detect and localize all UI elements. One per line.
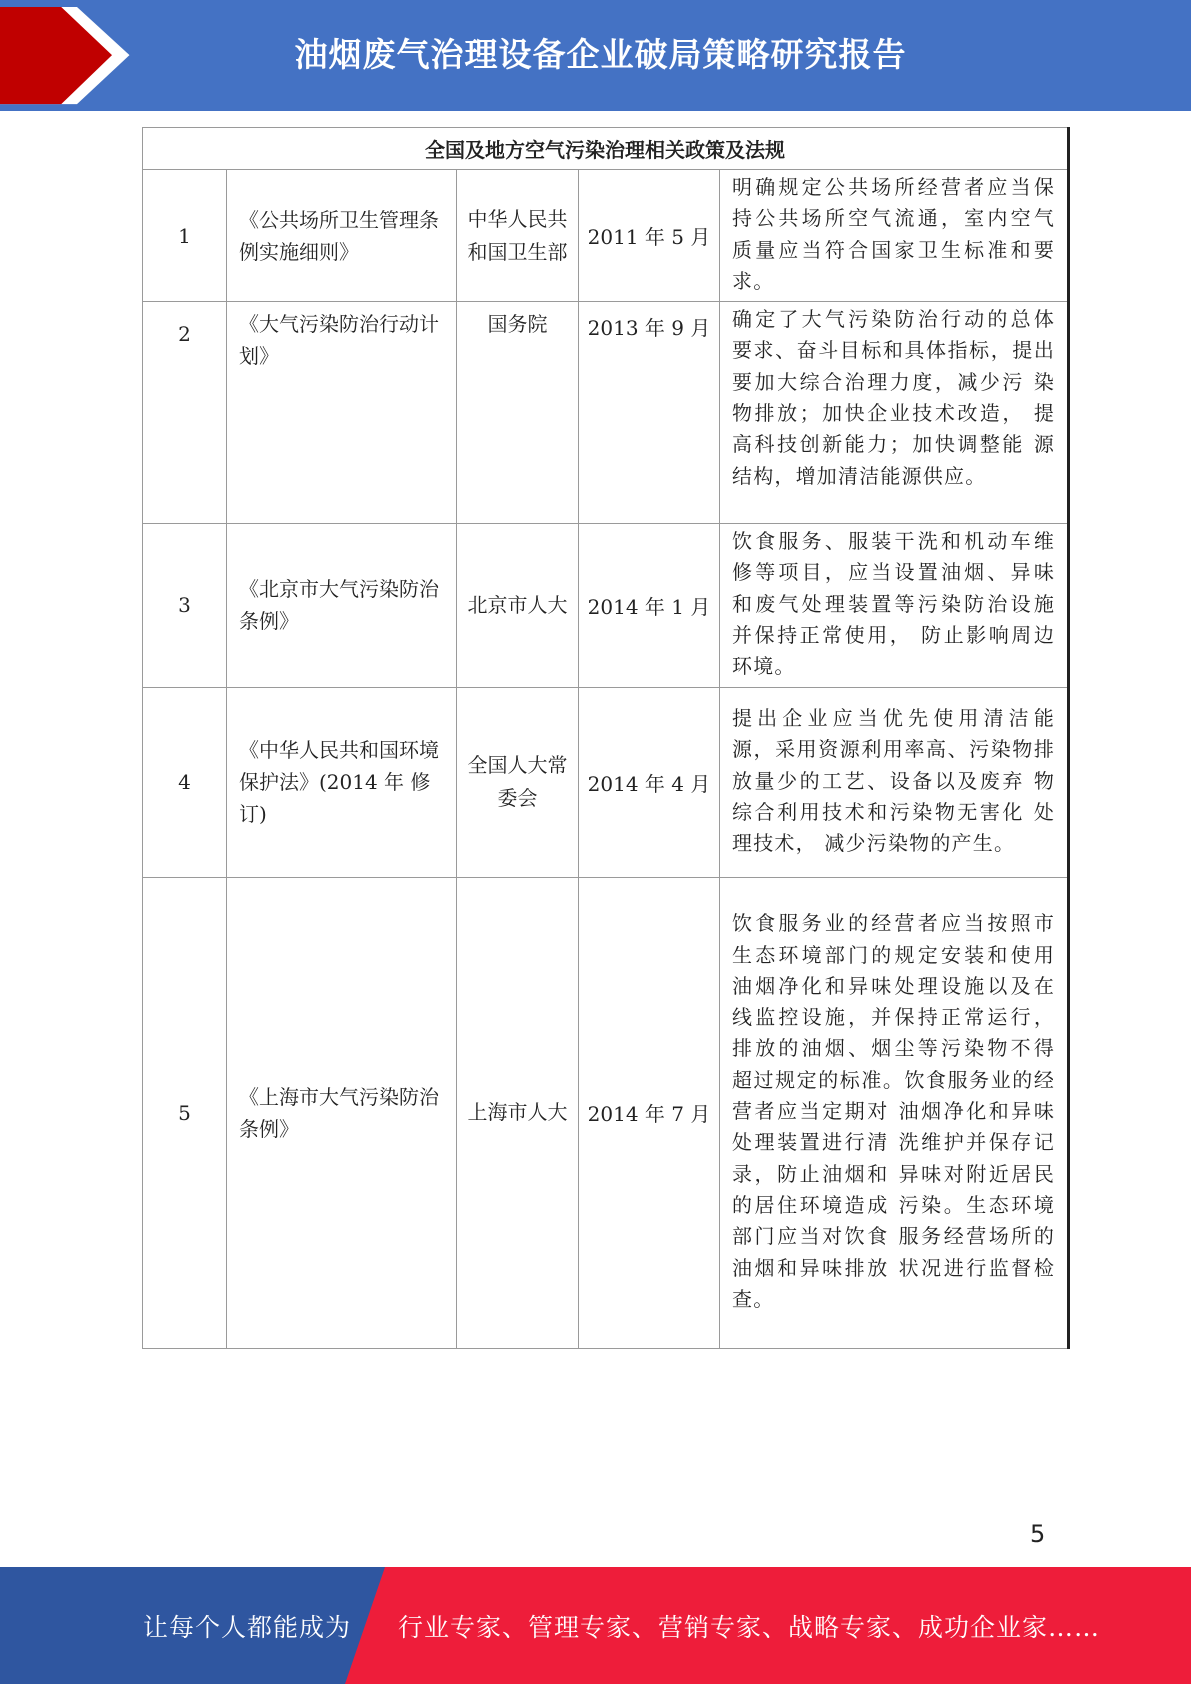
issuing-org [457, 877, 579, 1348]
table-row [143, 170, 1069, 302]
footer-slogan-left: 让每个人都能成为 [143, 1612, 352, 1642]
issuing-org [457, 302, 579, 524]
issue-date: 2014 年 1 月 [579, 524, 720, 687]
policy-description-text: 确定了大气污染防治行动的总体 要求、奋斗目标和具体指标，提出要加大综合治理力度，减少污 染物排放；加快企业技术改造， 提高科技创新能力；加快调整能 源结构，增加清洁能源供应。 [732, 307, 1056, 488]
table-row [143, 302, 1069, 524]
policy-description-text: 提出企业应当优先使用清洁能 源，采用资源利用率高、污染物排放量少的工艺、设备以及废弃 物综合利用技术和污染物无害化 处理技术， 减少污染物的产生。 [732, 705, 1056, 856]
issuing-org-text: 中华人民共和国卫生部 [467, 206, 568, 264]
policy-description [720, 524, 1069, 687]
policy-name-text: 《中华人民共和国环境保护法》(2014 年 修订) [239, 738, 439, 827]
issuing-org [457, 524, 579, 687]
issue-date: 2013 年 9 月 [579, 302, 720, 524]
policy-name [227, 524, 457, 687]
table-row [143, 687, 1069, 877]
policy-description-text: 饮食服务、服装干洗和机动车维 修等项目，应当设置油烟、异味 和废气处理装置等污染防治设施 并保持正常使用， 防止影响周边 环境。 [732, 529, 1056, 679]
policy-description [720, 687, 1069, 877]
policy-name [227, 302, 457, 524]
policy-name [227, 877, 457, 1348]
policy-name-text: 《上海市大气污染防治条例》 [239, 1084, 439, 1141]
policy-table-container [142, 127, 1068, 1349]
policy-description [720, 170, 1069, 302]
issuing-org [457, 687, 579, 877]
row-number: 1 [143, 170, 227, 302]
policy-name-text: 《大气污染防治行动计划》 [239, 312, 439, 369]
policy-name [227, 170, 457, 302]
footer-banner [0, 1567, 1191, 1684]
policy-name-text: 《公共场所卫生管理条例实施细则》 [239, 207, 439, 264]
policy-table [142, 127, 1070, 1349]
table-row [143, 877, 1069, 1348]
page-number: 5 [1030, 1520, 1046, 1548]
header-banner [0, 0, 1191, 111]
issuing-org-text: 全国人大常委会 [467, 753, 568, 811]
policy-name [227, 687, 457, 877]
policy-name-text: 《北京市大气污染防治条例》 [239, 577, 439, 634]
issuing-org-text: 国务院 [487, 312, 548, 337]
table-row [143, 524, 1069, 687]
issue-date: 2014 年 7 月 [579, 877, 720, 1348]
table-caption-row [143, 128, 1069, 170]
footer-slogan-right: 行业专家、管理专家、营销专家、战略专家、成功企业家…… [398, 1612, 1101, 1642]
policy-description-text: 明确规定公共场所经营者应当保 持公共场所空气流通，室内空气 质量应当符合国家卫生标准和要 求。 [732, 175, 1056, 293]
issue-date: 2011 年 5 月 [579, 170, 720, 302]
policy-description [720, 877, 1069, 1348]
row-number: 5 [143, 877, 227, 1348]
issuing-org-text: 北京市人大 [467, 592, 568, 617]
table-caption: 全国及地方空气污染治理相关政策及法规 [143, 128, 1069, 170]
issuing-org [457, 170, 579, 302]
issue-date: 2014 年 4 月 [579, 687, 720, 877]
row-number: 3 [143, 524, 227, 687]
policy-description [720, 302, 1069, 524]
policy-description-text: 饮食服务业的经营者应当按照市 生态环境部门的规定安装和使用 油烟净化和异味处理设施以及在 线监控设施，并保持正常运行， 排放的油烟、烟尘等污染物不得 超过规定的标准。饮食服务业的经营者应当定期对 油烟净化和异味处理装置进行清 洗维护并保存记录，防止油烟和 异味对附近居民的居住环境造成 污染。生态环境部门应当对饮食 服务经营场所的油烟和异味排放 状况进行监督检查。 [732, 911, 1056, 1311]
report-title: 油烟废气治理设备企业破局策略研究报告 [294, 35, 907, 74]
row-number: 4 [143, 687, 227, 877]
row-number: 2 [143, 302, 227, 524]
issuing-org-text: 上海市人大 [467, 1100, 568, 1125]
